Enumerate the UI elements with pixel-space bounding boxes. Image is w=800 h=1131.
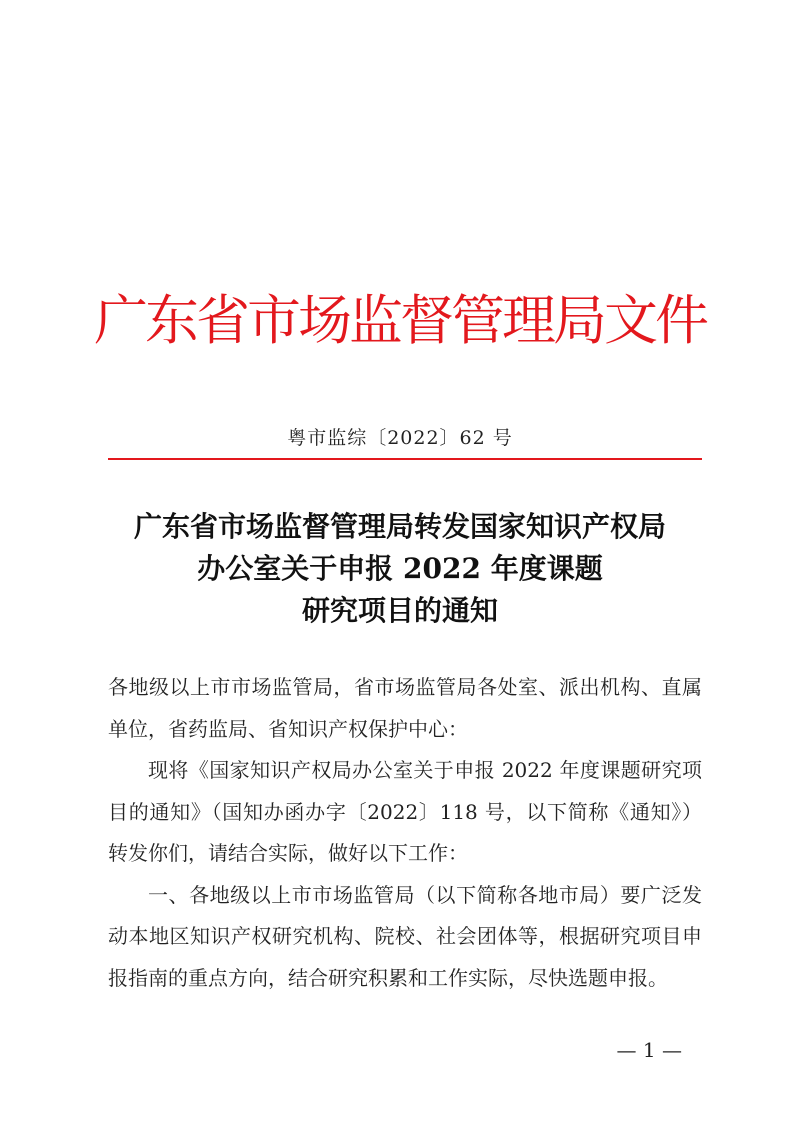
title-line-1: 广东省市场监督管理局转发国家知识产权局	[133, 510, 666, 543]
title-line-2: 办公室关于申报 2022 年度课题	[197, 552, 603, 585]
document-masthead: 广东省市场监督管理局文件	[94, 289, 706, 352]
document-number: 粤市监综〔2022〕62 号	[287, 427, 513, 449]
document-title	[0, 506, 800, 632]
item-one-paragraph: 一、各地级以上市市场监管局（以下简称各地市局）要广泛发动本地区知识产权研究机构、院校、社会团体等，根据研究项目申报指南的重点方向，结合研究积累和工作实际，尽快选题申报。	[108, 882, 702, 990]
forwarding-paragraph: 现将《国家知识产权局办公室关于申报 2022 年度课题研究项目的通知》（国知办函办字〔2022〕118 号，以下简称《通知》）转发你们，请结合实际，做好以下工作：	[108, 758, 702, 865]
page-number: — 1 —	[616, 1038, 682, 1062]
title-line-3: 研究项目的通知	[301, 594, 498, 627]
red-separator-line	[108, 458, 702, 460]
document-body	[108, 667, 702, 999]
addressee-paragraph: 各地级以上市市场监管局，省市场监管局各处室、派出机构、直属单位，省药监局、省知识产权保护中心：	[108, 675, 702, 741]
